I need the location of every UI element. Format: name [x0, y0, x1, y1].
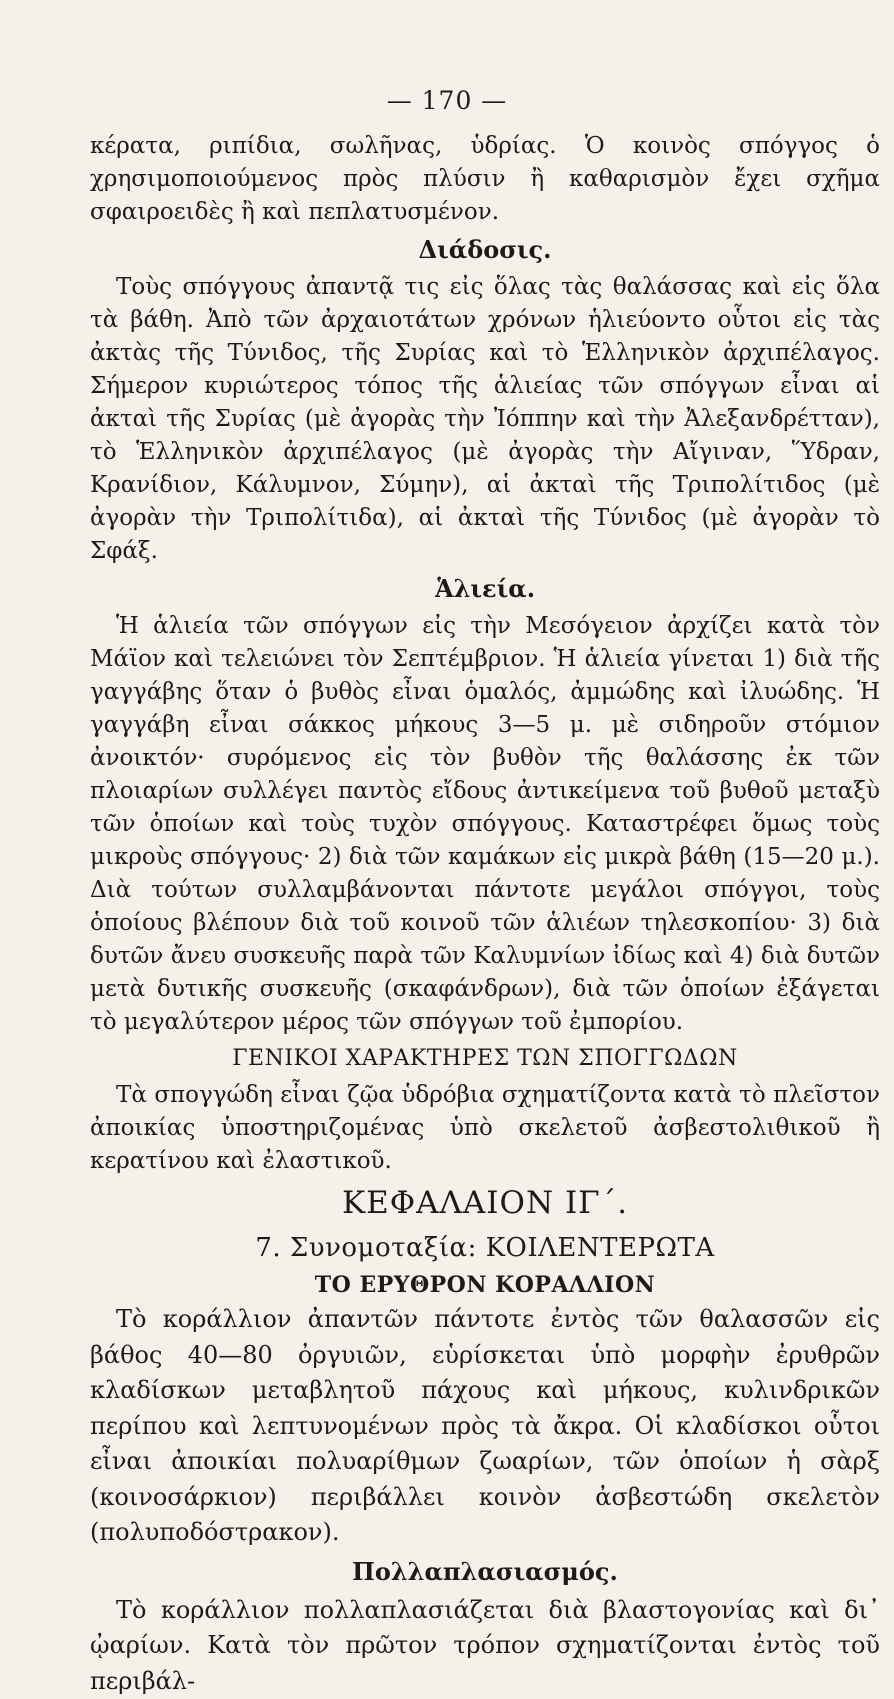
paragraph-coral: Τὸ κοράλλιον ἀπαντῶν πάντοτε ἐντὸς τῶν θαλασσῶν εἰς βάθος 40—80 ὀργυιῶν, εὑρίσκεται ὑπὸ μορφὴν ἐρυθρῶν κλαδίσκων μεταβλητοῦ πάχους καὶ μήκους, κυλινδρικῶν περίπου καὶ λεπτυνομένων πρὸς τὰ ἄκρα. Οἱ κλαδίσκοι οὗτοι εἶναι ἀποικίαι πολυαρίθμων ζωαρίων, τῶν ὁποίων ἡ σὰρξ (κοινοσάρκιον) περιβάλλει κοινὸν ἀσβεστώδη σκελετὸν (πολυποδόστρακον).: [90, 1302, 880, 1551]
subsection-title: ΤΟ ΕΡΥΘΡΟΝ ΚΟΡΑΛΛΙΟΝ: [90, 1268, 880, 1302]
paragraph-reproduction: Τὸ κοράλλιον πολλαπλασιάζεται διὰ βλαστογονίας καὶ δι᾽ ᾠαρίων. Κατὰ τὸν πρῶτον τρόπον σχηματίζονται ἐντὸς τοῦ περιβάλ-: [90, 1593, 880, 1699]
paragraph-general: Τὰ σπογγώδη εἶναι ζῷα ὑδρόβια σχηματίζοντα κατὰ τὸ πλεῖστον ἀποικίας ὑποστηριζομένας ὑπὸ σκελετοῦ ἀσβεστολιθικοῦ ἢ κερατίνου καὶ ἐλαστικοῦ.: [90, 1079, 880, 1178]
page-body: [90, 130, 880, 1699]
heading-general-characteristics: ΓΕΝΙΚΟΙ ΧΑΡΑΚΤΗΡΕΣ ΤΩΝ ΣΠΟΓΓΩΔΩΝ: [90, 1039, 880, 1079]
heading-diadosis: Διάδοσις.: [90, 231, 880, 269]
heading-reproduction: Πολλαπλασιασμός.: [90, 1553, 880, 1591]
page-number: — 170 —: [0, 86, 894, 115]
section-title: 7. Συνομοταξία: ΚΟΙΛΕΝΤΕΡΩΤΑ: [90, 1228, 880, 1268]
paragraph-alieia: Ἡ ἁλιεία τῶν σπόγγων εἰς τὴν Μεσόγειον ἀρχίζει κατὰ τὸν Μάϊον καὶ τελειώνει τὸν Σεπτέμβριον. Ἡ ἁλιεία γίνεται 1) διὰ τῆς γαγγάβης ὅταν ὁ βυθὸς εἶναι ὁμαλός, ἀμμώδης καὶ ἰλυώδης. Ἡ γαγγάβη εἶναι σάκκος μήκους 3—5 μ. μὲ σιδηροῦν στόμιον ἀνοικτόν· συρόμενος εἰς τὸν βυθὸν τῆς θαλάσσης ἐκ τῶν πλοιαρίων συλλέγει παντὸς εἴδους ἀντικείμενα τοῦ βυθοῦ μεταξὺ τῶν ὁποίων καὶ τοὺς τυχὸν σπόγγους. Καταστρέφει ὅμως τοὺς μικροὺς σπόγγους· 2) διὰ τῶν καμάκων εἰς μικρὰ βάθη (15—20 μ.). Διὰ τούτων συλλαμβάνονται πάντοτε μεγάλοι σπόγγοι, τοὺς ὁποίους βλέπουν διὰ τοῦ κοινοῦ τῶν ἁλιέων τηλεσκοπίου· 3) διὰ δυτῶν ἄνευ συσκευῆς παρὰ τῶν Καλυμνίων ἰδίως καὶ 4) διὰ δυτῶν μετὰ δυτικῆς συσκευῆς (σκαφάνδρων), διὰ τῶν ὁποίων ἐξάγεται τὸ μεγαλύτερον μέρος τῶν σπόγγων τοῦ ἐμπορίου.: [90, 610, 880, 1039]
heading-alieia: Ἁλιεία.: [90, 570, 880, 608]
paragraph-intro: κέρατα, ριπίδια, σωλῆνας, ὑδρίας. Ὁ κοινὸς σπόγγος ὁ χρησιμοποιούμενος πρὸς πλύσιν ἢ καθαρισμὸν ἔχει σχῆμα σφαιροειδὲς ἢ καὶ πεπλατυσμένον.: [90, 130, 880, 229]
chapter-title: ΚΕΦΑΛΑΙΟΝ ΙΓ΄.: [90, 1178, 880, 1228]
paragraph-diadosis: Τοὺς σπόγγους ἀπαντᾷ τις εἰς ὅλας τὰς θαλάσσας καὶ εἰς ὅλα τὰ βάθη. Ἀπὸ τῶν ἀρχαιοτάτων χρόνων ἡλιεύοντο οὗτοι εἰς τὰς ἀκτὰς τῆς Τύνιδος, τῆς Συρίας καὶ τὸ Ἑλληνικὸν ἀρχιπέλαγος. Σήμερον κυριώτερος τόπος τῆς ἁλιείας τῶν σπόγγων εἶναι αἱ ἀκταὶ τῆς Συρίας (μὲ ἀγορὰς τὴν Ἰόππην καὶ τὴν Ἀλεξανδρέτταν), τὸ Ἑλληνικὸν ἀρχιπέλαγος (μὲ ἀγορὰς τὴν Αἴγιναν, Ὕδραν, Κρανίδιον, Κάλυμνον, Σύμην), αἱ ἀκταὶ τῆς Τριπολίτιδος (μὲ ἀγορὰν τὴν Τριπολίτιδα), αἱ ἀκταὶ τῆς Τύνιδος (μὲ ἀγορὰν τὸ Σφάξ.: [90, 271, 880, 568]
